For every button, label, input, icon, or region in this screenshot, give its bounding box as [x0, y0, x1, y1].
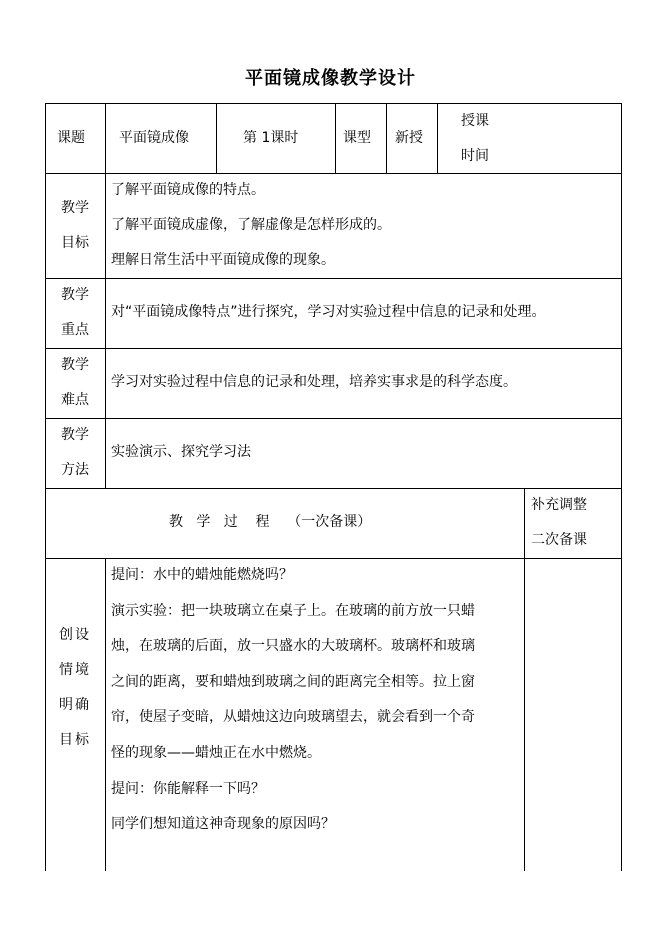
situation-line: 之间的距离，要和蜡烛到玻璃之间的距离完全相等。拉上窗	[111, 673, 475, 690]
difficulties-label	[47, 348, 103, 418]
row-divider	[45, 173, 622, 174]
col-divider	[335, 103, 336, 173]
methods-label-line1: 教学	[61, 427, 89, 443]
table-border-right	[621, 103, 622, 871]
document-title: 平面镜成像教学设计	[245, 68, 416, 89]
situation-line: 帘，使屋子变暗，从蜡烛这边向玻璃望去，就会看到一个奇	[111, 709, 475, 726]
table-border-left	[45, 103, 46, 871]
row-divider	[45, 418, 622, 419]
lesson-plan-table	[45, 103, 622, 871]
objectives-label	[47, 191, 103, 261]
situation-body	[111, 558, 475, 843]
situation-label-line: 创设	[59, 627, 91, 643]
row-divider	[45, 278, 622, 279]
situation-line: 同学们想知道这神奇现象的原因吗？	[111, 816, 335, 833]
situation-label	[47, 618, 103, 758]
type-label: 课型	[343, 130, 371, 146]
methods-text: 实验演示、探究学习法	[111, 444, 251, 460]
objective-item: 理解日常生活中平面镜成像的现象。	[111, 252, 335, 268]
row-divider	[45, 488, 622, 489]
key-points-text: 对“平面镜成像特点”进行探究，学习对实验过程中信息的记录和处理。	[111, 304, 546, 320]
situation-line: 提问：你能解释一下吗？	[111, 780, 265, 797]
methods-label-line2: 方法	[61, 462, 89, 478]
situation-label-line: 情境	[59, 662, 91, 678]
time-label-line1: 授课	[461, 113, 489, 129]
type-value: 新授	[395, 130, 423, 146]
col-divider	[437, 103, 438, 173]
side-col-divider	[524, 488, 525, 871]
label-col-divider	[105, 173, 106, 488]
course-label: 课题	[57, 130, 85, 146]
col-divider	[216, 103, 217, 173]
row-divider	[45, 348, 622, 349]
situation-line: 提问：水中的蜡烛能燃烧吗？	[111, 567, 293, 583]
situation-label-line: 明确	[59, 697, 91, 713]
col-divider	[105, 103, 106, 173]
situation-line: 演示实验：把一块玻璃立在桌子上。在玻璃的前方放一只蜡	[111, 602, 475, 619]
process-title: 教 学 过 程 （一次备课）	[169, 514, 372, 530]
methods-label	[47, 418, 103, 488]
objectives-label-line2: 目标	[61, 235, 89, 251]
col-divider	[386, 103, 387, 173]
key-points-label-line1: 教学	[61, 287, 89, 303]
objective-item: 了解平面镜成虚像，了解虚像是怎样形成的。	[111, 217, 391, 233]
table-border-top	[45, 103, 622, 104]
difficulties-text: 学习对实验过程中信息的记录和处理，培养实事求是的科学态度。	[111, 374, 517, 390]
period-value: 第 1课时	[243, 130, 299, 146]
situation-line: 怪的现象——蜡烛正在水中燃烧。	[111, 744, 321, 761]
difficulties-label-line2: 难点	[61, 392, 89, 408]
process-side-line1: 补充调整	[531, 497, 587, 513]
time-label-line2: 时间	[461, 148, 489, 164]
label-col-divider	[105, 558, 106, 871]
situation-line: 烛，在玻璃的后面，放一只盛水的大玻璃杯。玻璃杯和玻璃	[111, 638, 475, 655]
key-points-label-line2: 重点	[61, 322, 89, 338]
situation-label-line: 目标	[59, 732, 91, 748]
key-points-label	[47, 278, 103, 348]
objective-item: 了解平面镜成像的特点。	[111, 182, 265, 198]
difficulties-label-line1: 教学	[61, 357, 89, 373]
course-value: 平面镜成像	[119, 130, 189, 146]
process-side-line2: 二次备课	[531, 532, 587, 548]
objectives-label-line1: 教学	[61, 200, 89, 216]
